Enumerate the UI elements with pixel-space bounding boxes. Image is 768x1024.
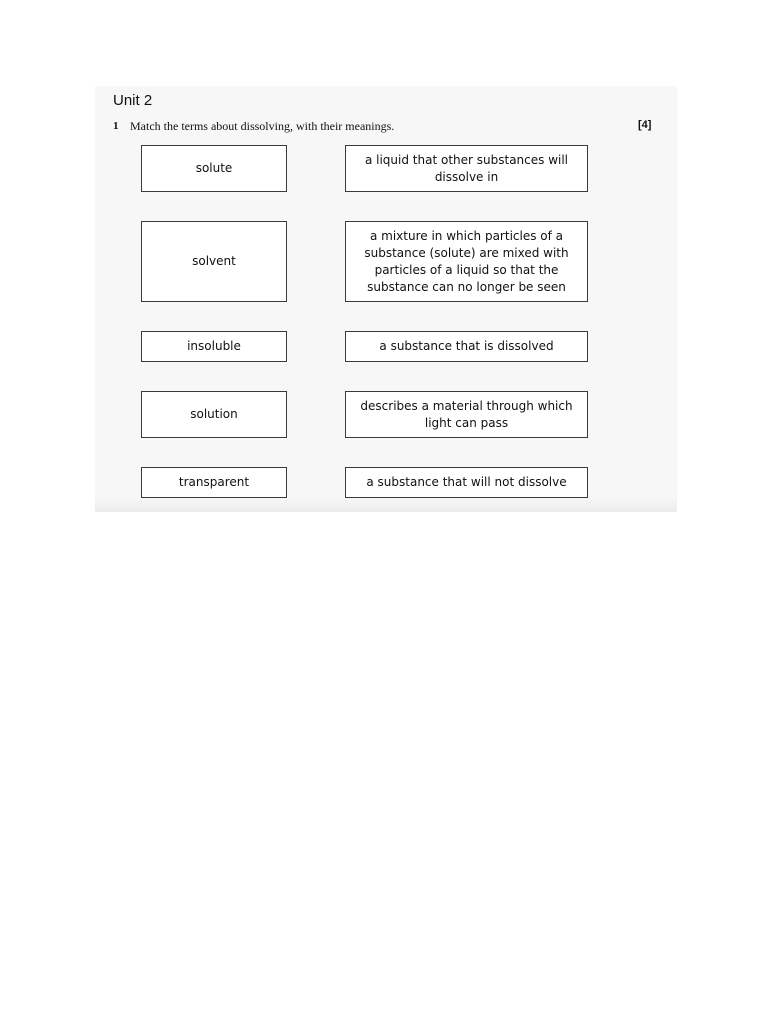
meaning-box-5[interactable]: a substance that will not dissolve bbox=[345, 467, 588, 498]
term-box-insoluble[interactable]: insoluble bbox=[141, 331, 287, 362]
meaning-box-4[interactable]: describes a material through which light can pass bbox=[345, 391, 588, 438]
question-number: 1 bbox=[113, 120, 119, 132]
term-box-solute[interactable]: solute bbox=[141, 145, 287, 192]
unit-title: Unit 2 bbox=[113, 92, 153, 109]
meaning-box-1[interactable]: a liquid that other substances will dissolve in bbox=[345, 145, 588, 192]
meaning-box-2[interactable]: a mixture in which particles of a substance (solute) are mixed with particles of a liquid so that the substance can no longer be seen bbox=[345, 221, 588, 302]
question-marks: [4] bbox=[638, 119, 652, 131]
term-box-transparent[interactable]: transparent bbox=[141, 467, 287, 498]
term-box-solvent[interactable]: solvent bbox=[141, 221, 287, 302]
meaning-box-3[interactable]: a substance that is dissolved bbox=[345, 331, 588, 362]
question-text: Match the terms about dissolving, with their meanings. bbox=[130, 119, 395, 133]
term-box-solution[interactable]: solution bbox=[141, 391, 287, 438]
